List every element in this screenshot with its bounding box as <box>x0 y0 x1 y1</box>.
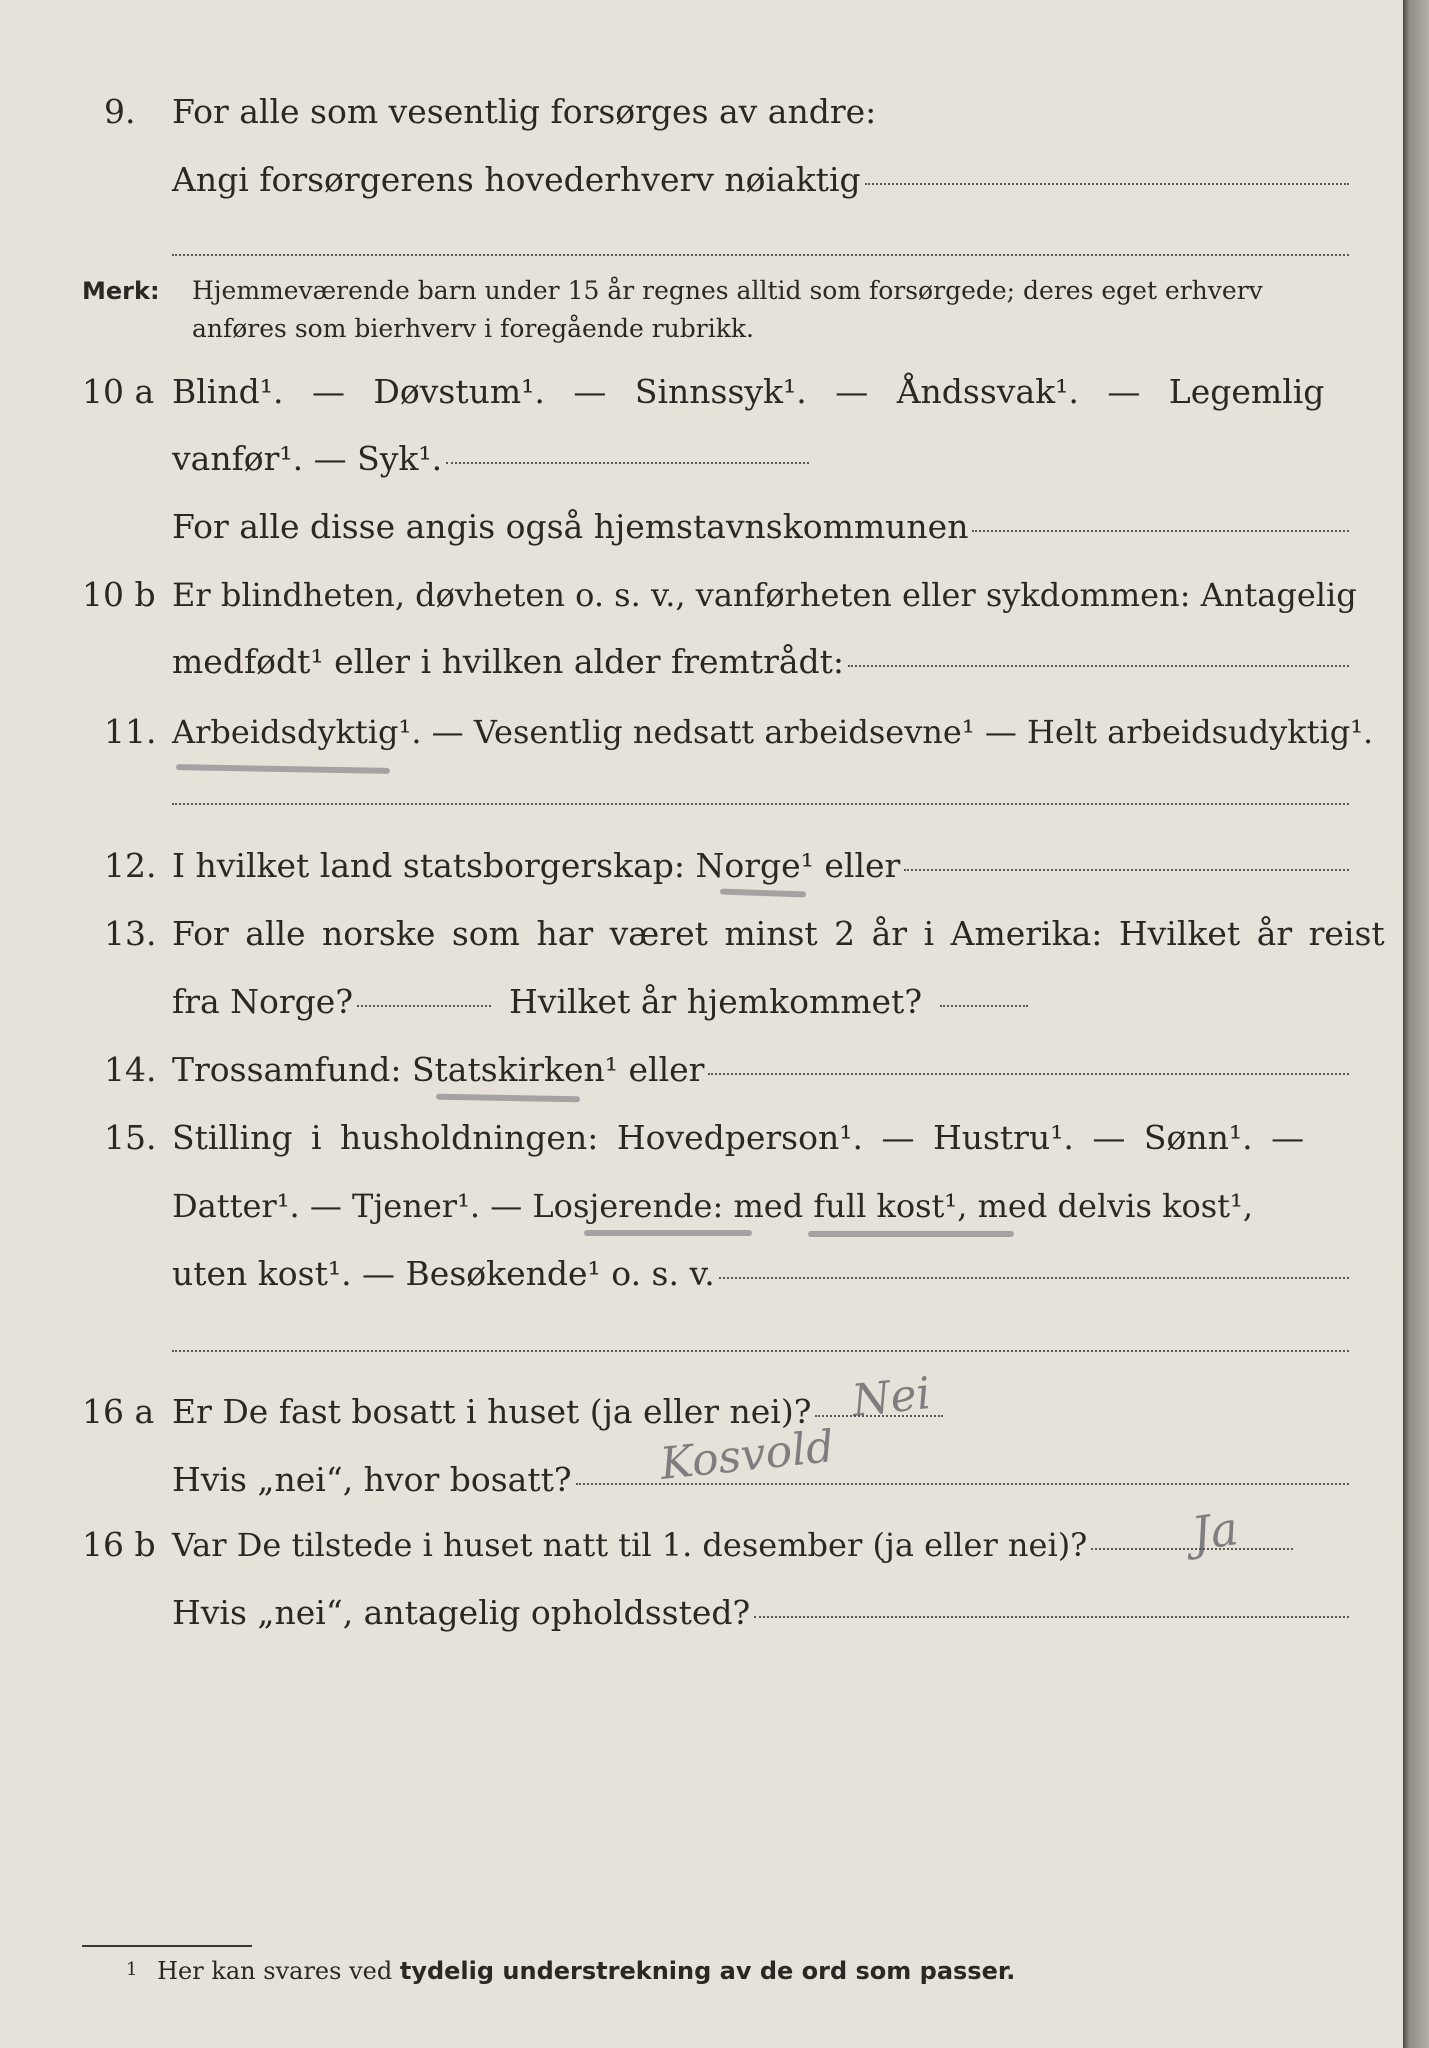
q16b-line2 <box>172 1593 1349 1633</box>
q16b-presence-question: Var De tilstede i huset natt til 1. desember (ja eller nei)? <box>172 1526 1088 1564</box>
q10a-answer-field[interactable] <box>446 462 809 464</box>
q10a-conditions-cont[interactable]: vanfør¹. — Syk¹. <box>172 439 443 478</box>
q13-return-label: Hvilket år hjemkommet? <box>509 982 923 1021</box>
q16a-number: 16 a <box>82 1392 155 1431</box>
q15-household-position-cont[interactable]: Datter¹. — Tjener¹. — Losjerende: med full kost¹, med delvis kost¹, <box>172 1187 1254 1225</box>
merk-text-line1: Hjemmeværende barn under 15 år regnes alltid som forsørgede; deres eget erhverv <box>192 276 1263 305</box>
q9-answer-field[interactable] <box>865 183 1349 185</box>
q11-number: 11. <box>104 712 157 751</box>
q16b-line1 <box>172 1525 1293 1565</box>
merk-label: Merk: <box>82 277 160 305</box>
footnote-text-bold: tydelig understrekning av de ord som passer. <box>399 1957 1016 1985</box>
q14-number: 14. <box>104 1050 157 1089</box>
q14-pencil-underline <box>436 1094 580 1103</box>
q11-work-ability-options[interactable]: Arbeidsdyktig¹. — Vesentlig nedsatt arbeidsevne¹ — Helt arbeidsudyktig¹. <box>172 713 1374 751</box>
q15-answer-line-2[interactable] <box>172 1350 1349 1352</box>
q10b-question: Er blindheten, døvheten o. s. v., vanførheten eller sykdommen: Antagelig <box>172 576 1357 614</box>
q16b-answer-field[interactable] <box>1091 1548 1293 1550</box>
merk-text <box>192 272 1392 348</box>
q13-departure-year-field[interactable] <box>357 1005 491 1007</box>
q14-religion-question[interactable]: Trossamfund: Statskirken¹ eller <box>172 1050 705 1089</box>
q15-line2 <box>172 1186 1349 1226</box>
q16a-handwritten-answer: Nei <box>849 1368 934 1427</box>
footnote-divider <box>82 1945 252 1947</box>
q12-answer-field[interactable] <box>904 869 1349 871</box>
q15-answer-field[interactable] <box>719 1277 1349 1279</box>
footnote <box>126 1954 1015 1991</box>
q10a-number: 10 a <box>82 372 155 411</box>
q13-number: 13. <box>104 914 157 953</box>
scanner-page-edge <box>1403 0 1429 2048</box>
q10a-line1 <box>172 372 1349 412</box>
q15-number: 15. <box>104 1118 157 1157</box>
q10a-line3 <box>172 507 1349 547</box>
merk-text-line2: anføres som bierhverv i foregående rubrikk. <box>192 314 754 343</box>
q9-provider-occupation-label: Angi forsørgerens hovederhverv nøiaktig <box>172 160 861 199</box>
q12-line1 <box>172 846 1349 886</box>
q11-answer-line[interactable] <box>172 803 1349 805</box>
q13-america-question: For alle norske som har været minst 2 år i Amerika: Hvilket år reist <box>172 914 1385 953</box>
q10a-home-municipality-field[interactable] <box>972 530 1349 532</box>
q16b-number: 16 b <box>82 1525 156 1564</box>
q14-answer-field[interactable] <box>708 1073 1349 1075</box>
q15-pencil-underline-full-kost <box>808 1231 1014 1237</box>
q10b-question-cont: medfødt¹ eller i hvilken alder fremtrådt: <box>172 642 845 681</box>
footnote-mark: 1 <box>126 1959 138 1980</box>
q13-line2 <box>172 982 1028 1022</box>
q15-household-position[interactable]: Stilling i husholdningen: Hovedperson¹. — Hustru¹. — Sønn¹. — <box>172 1118 1305 1157</box>
q12-citizenship-question[interactable]: I hvilket land statsborgerskap: Norge¹ eller <box>172 846 901 885</box>
q9-question: For alle som vesentlig forsørges av andre: <box>172 92 877 131</box>
q11-line1 <box>172 712 1374 752</box>
footnote-text-plain: Her kan svares ved <box>157 1957 393 1985</box>
q13-departure-label: fra Norge? <box>172 982 354 1021</box>
q16a-residence-question: Er De fast bosatt i huset (ja eller nei)? <box>172 1392 812 1431</box>
q16b-whereabouts-label: Hvis „nei“, antagelig opholdssted? <box>172 1593 751 1632</box>
q10a-line2 <box>172 439 809 479</box>
q15-line3 <box>172 1254 1349 1294</box>
q13-line1 <box>172 914 1385 954</box>
q10b-number: 10 b <box>82 575 156 614</box>
q15-household-position-end[interactable]: uten kost¹. — Besøkende¹ o. s. v. <box>172 1254 715 1293</box>
q14-line1 <box>172 1050 1349 1090</box>
q9-number: 9. <box>104 92 136 131</box>
q10a-conditions[interactable]: Blind¹. — Døvstum¹. — Sinnssyk¹. — Åndssvak¹. — Legemlig <box>172 372 1325 411</box>
q15-pencil-underline-losjerende <box>584 1230 752 1236</box>
q9-answer-line-2[interactable] <box>172 254 1349 256</box>
q10b-line2 <box>172 642 1349 682</box>
q16a-handwritten-residence: Kosvold <box>657 1421 837 1490</box>
q10b-line1 <box>172 575 1357 615</box>
q16b-whereabouts-field[interactable] <box>754 1616 1349 1618</box>
q12-number: 12. <box>104 846 157 885</box>
q15-line1 <box>172 1118 1349 1158</box>
q9-line1 <box>172 92 1349 132</box>
q16b-handwritten-answer: Ja <box>1188 1501 1242 1561</box>
q12-pencil-underline <box>720 889 806 898</box>
q9-line2 <box>172 160 1349 200</box>
q13-return-year-field[interactable] <box>940 1005 1028 1007</box>
q11-pencil-underline <box>176 764 390 774</box>
q10b-answer-field[interactable] <box>848 665 1349 667</box>
q16a-residence-where-label: Hvis „nei“, hvor bosatt? <box>172 1460 572 1499</box>
q10a-home-municipality-label: For alle disse angis også hjemstavnskommunen <box>172 507 969 546</box>
